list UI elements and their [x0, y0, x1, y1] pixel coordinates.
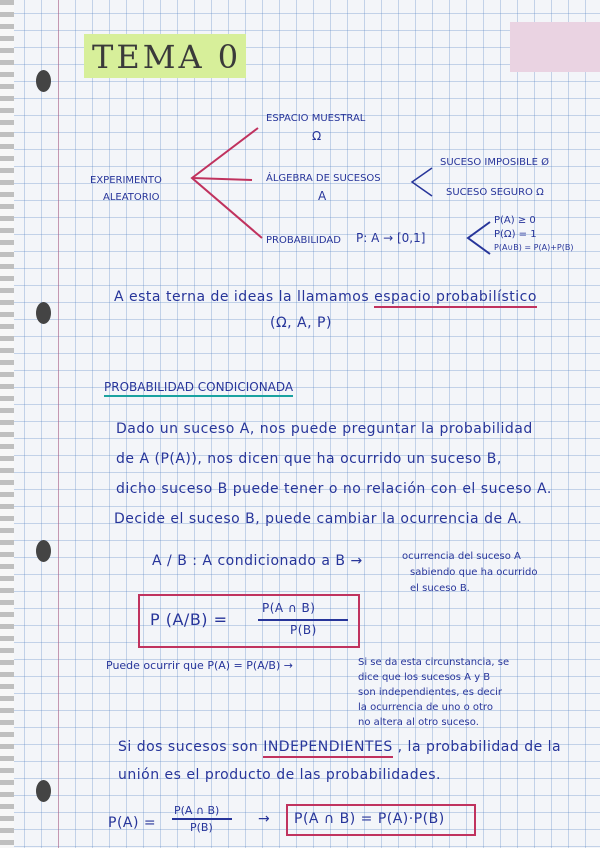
probability-bracket	[468, 222, 490, 254]
page-title: TEMA 0	[92, 38, 242, 76]
final-formula-denominator: P(B)	[190, 821, 213, 834]
sample-space-symbol: Ω	[312, 129, 322, 143]
section-heading	[104, 381, 293, 393]
independence-explanation-line: la ocurrencia de uno o otro	[358, 702, 493, 713]
experiment-label-line2: ALEATORIO	[103, 192, 160, 203]
conditional-meaning-line: el suceso B.	[410, 583, 470, 594]
independent-statement-line1	[118, 740, 561, 754]
algebra-symbol: A	[318, 189, 327, 203]
section-heading-text: PROBABILIDAD CONDICIONADA	[104, 380, 293, 397]
conditional-meaning-line: ocurrencia del suceso A	[402, 551, 521, 562]
space-triple: (Ω, A, P)	[270, 315, 332, 331]
space-term: espacio probabilístico	[374, 289, 537, 308]
space-sentence	[114, 290, 537, 304]
independence-explanation-line: dice que los sucesos A y B	[358, 672, 491, 683]
space-sentence-text: A esta terna de ideas la llamamos	[114, 289, 370, 305]
final-formula-numerator: P(A ∩ B)	[174, 804, 220, 817]
axiom-3: P(A∪B) = P(A)+P(B)	[494, 243, 574, 252]
paragraph-line: Dado un suceso A, nos puede preguntar la probabilidad	[116, 421, 533, 437]
certain-event-label: SUCESO SEGURO Ω	[446, 187, 544, 198]
paragraph-line: dicho suceso B puede tener o no relación con el suceso A.	[116, 481, 552, 497]
algebra-bracket	[412, 168, 432, 196]
independent-term: INDEPENDIENTES	[263, 739, 393, 758]
impossible-event-label: SUCESO IMPOSIBLE Ø	[440, 157, 549, 168]
algebra-label: ÁLGEBRA DE SUCESOS	[266, 173, 381, 184]
sample-space-label: ESPACIO MUESTRAL	[266, 113, 366, 124]
axiom-2: P(Ω) = 1	[494, 229, 537, 240]
independence-condition: Puede ocurrir que P(A) = P(A/B) →	[106, 659, 293, 672]
paragraph-line: de A (P(A)), nos dicen que ha ocurrido un suceso B,	[116, 451, 502, 467]
conditional-meaning-line: sabiendo que ha ocurrido	[410, 567, 538, 578]
independence-explanation-line: no altera al otro suceso.	[358, 717, 479, 728]
final-formula-result: P(A ∩ B) = P(A)·P(B)	[294, 811, 445, 827]
branch-bracket	[192, 128, 262, 238]
implies-arrow: →	[258, 811, 271, 827]
final-formula-lhs: P(A) =	[108, 815, 157, 831]
paragraph-line: Decide el suceso B, puede cambiar la ocurrencia de A.	[114, 511, 523, 527]
experiment-label-line1: EXPERIMENTO	[90, 175, 162, 186]
independence-explanation-line: Si se da esta circunstancia, se	[358, 657, 510, 668]
formula-numerator: P(A ∩ B)	[262, 601, 316, 615]
formula-lhs: P (A/B) =	[150, 610, 228, 629]
probability-map: P: A → [0,1]	[356, 231, 426, 245]
final-fraction-bar	[172, 818, 232, 820]
independent-statement-suffix: , la probabilidad de la	[397, 739, 562, 755]
branch-middle	[192, 178, 252, 180]
fraction-bar	[258, 619, 348, 621]
independent-statement-line2: unión es el producto de las probabilidades.	[118, 767, 441, 783]
axiom-1: P(A) ≥ 0	[494, 215, 536, 226]
independence-explanation-line: son independientes, es decir	[358, 687, 502, 698]
probability-label: PROBABILIDAD	[266, 235, 341, 246]
conditional-notation: A / B : A condicionado a B →	[152, 553, 363, 569]
formula-denominator: P(B)	[290, 623, 317, 637]
independent-statement-prefix: Si dos sucesos son	[118, 739, 259, 755]
